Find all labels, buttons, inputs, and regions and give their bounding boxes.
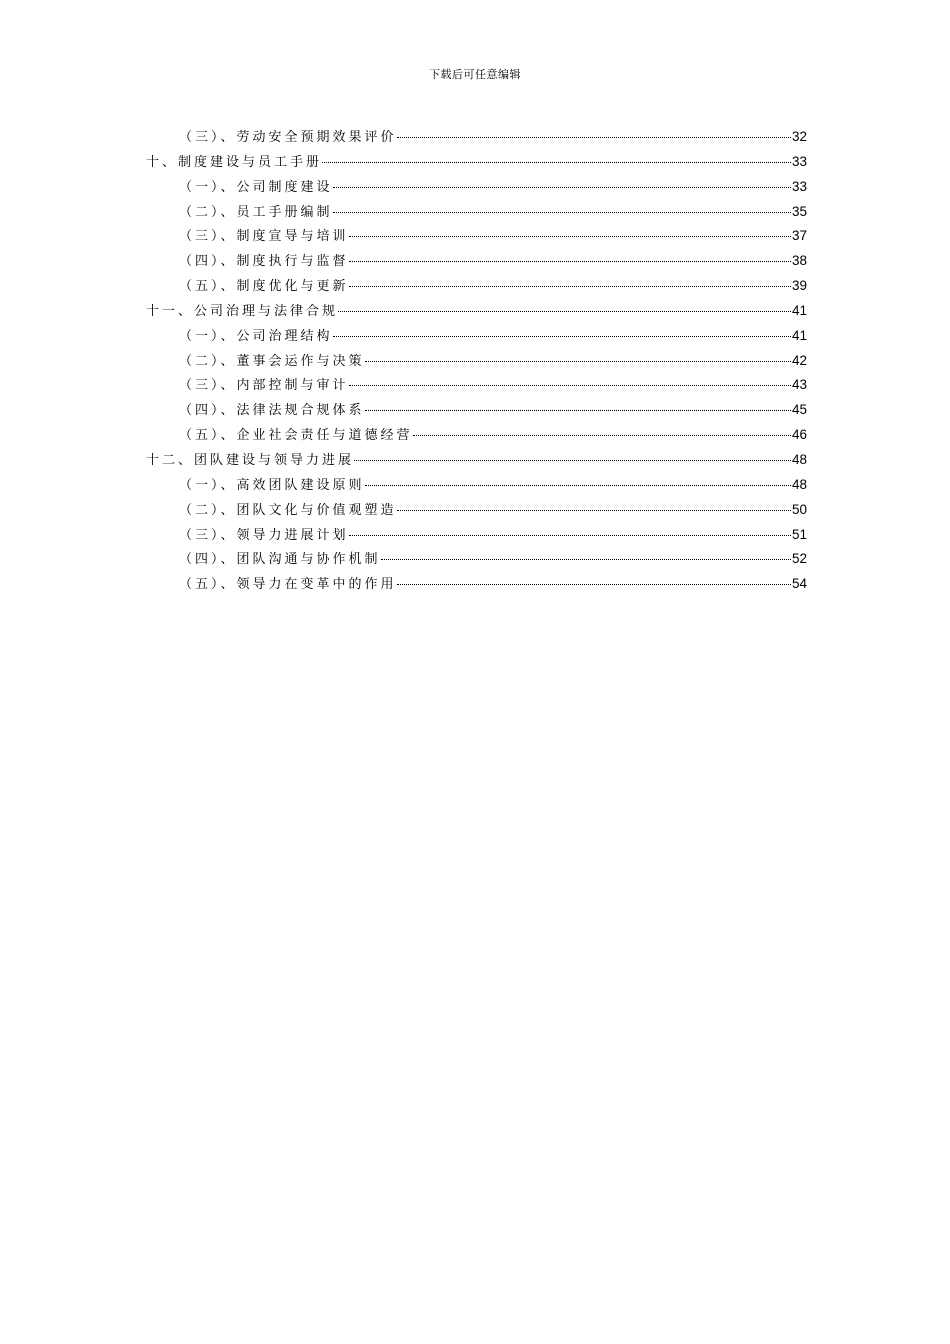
toc-entry-title: （四）、法律法规合规体系 <box>179 403 365 419</box>
toc-dot-leader <box>354 459 791 461</box>
toc-entry[interactable] <box>146 375 807 400</box>
toc-entry-title: 十二、团队建设与领导力进展 <box>146 452 355 468</box>
table-of-contents <box>146 127 807 599</box>
toc-entry[interactable] <box>146 152 807 177</box>
toc-dot-leader <box>349 260 791 262</box>
toc-entry[interactable] <box>146 177 807 202</box>
toc-dot-leader <box>397 583 791 585</box>
toc-entry[interactable] <box>146 202 807 227</box>
toc-page-number: 41 <box>791 302 807 318</box>
toc-entry[interactable] <box>146 127 807 152</box>
toc-page-number: 32 <box>791 129 807 144</box>
toc-entry[interactable] <box>146 326 807 351</box>
toc-entry-title: （二）、员工手册编制 <box>179 204 333 220</box>
toc-entry[interactable] <box>146 549 807 574</box>
toc-entry[interactable] <box>146 351 807 376</box>
toc-dot-leader <box>333 211 791 213</box>
toc-entry-title: （三）、内部控制与审计 <box>179 378 349 394</box>
toc-entry[interactable] <box>146 475 807 500</box>
toc-page-number: 42 <box>791 352 807 368</box>
toc-entry[interactable] <box>146 226 807 251</box>
toc-page-number: 54 <box>791 576 807 592</box>
toc-dot-leader <box>349 534 791 536</box>
toc-page-number: 38 <box>791 253 807 269</box>
toc-dot-leader <box>349 384 791 386</box>
toc-entry-title: （五）、领导力在变革中的作用 <box>179 577 397 593</box>
toc-dot-leader <box>381 558 791 560</box>
toc-entry[interactable] <box>146 301 807 326</box>
toc-page-number: 50 <box>791 501 807 517</box>
toc-entry[interactable] <box>146 574 807 599</box>
toc-entry-title: （一）、高效团队建设原则 <box>179 477 365 493</box>
toc-dot-leader <box>365 409 791 411</box>
toc-dot-leader <box>397 509 791 511</box>
toc-page-number: 52 <box>791 551 807 567</box>
toc-page-number: 46 <box>791 427 807 443</box>
toc-page-number: 39 <box>791 278 807 294</box>
toc-entry-title: 十、制度建设与员工手册 <box>146 154 323 170</box>
toc-entry[interactable] <box>146 525 807 550</box>
toc-entry-title: （四）、制度执行与监督 <box>179 254 349 270</box>
toc-dot-leader <box>365 484 791 486</box>
toc-entry[interactable] <box>146 500 807 525</box>
toc-page-number: 45 <box>791 402 807 418</box>
toc-page-number: 37 <box>791 228 807 244</box>
toc-entry-title: （二）、团队文化与价值观塑造 <box>179 502 397 518</box>
toc-dot-leader <box>338 310 791 312</box>
toc-page-number: 48 <box>791 451 807 467</box>
toc-entry-title: （一）、公司治理结构 <box>179 328 333 344</box>
toc-dot-leader <box>322 161 791 163</box>
toc-entry-title: （三）、制度宣导与培训 <box>179 229 349 245</box>
toc-entry[interactable] <box>146 450 807 475</box>
toc-entry-title: （五）、制度优化与更新 <box>179 279 349 295</box>
toc-entry[interactable] <box>146 276 807 301</box>
toc-dot-leader <box>349 285 791 287</box>
toc-dot-leader <box>365 360 791 362</box>
toc-entry-title: 十一、公司治理与法律合规 <box>146 303 339 319</box>
toc-entry-title: （三）、劳动安全预期效果评价 <box>179 130 397 145</box>
toc-entry[interactable] <box>146 425 807 450</box>
toc-page-number: 33 <box>791 153 807 169</box>
toc-entry-title: （二）、董事会运作与决策 <box>179 353 365 369</box>
toc-entry[interactable] <box>146 400 807 425</box>
toc-entry-title: （一）、公司制度建设 <box>179 179 333 195</box>
toc-entry[interactable] <box>146 251 807 276</box>
toc-page-number: 35 <box>791 203 807 219</box>
toc-entry-title: （四）、团队沟通与协作机制 <box>179 552 381 568</box>
toc-page-number: 33 <box>791 178 807 194</box>
toc-page-number: 43 <box>791 377 807 393</box>
toc-dot-leader <box>333 186 791 188</box>
toc-page-number: 51 <box>791 526 807 542</box>
toc-dot-leader <box>333 335 791 337</box>
page-header: 下载后可任意编辑 <box>429 68 521 81</box>
toc-page-number: 41 <box>791 327 807 343</box>
toc-dot-leader <box>397 136 791 138</box>
toc-entry-title: （三）、领导力进展计划 <box>179 527 349 543</box>
toc-entry-title: （五）、企业社会责任与道德经营 <box>179 428 413 444</box>
toc-page-number: 48 <box>791 476 807 492</box>
toc-dot-leader <box>349 235 791 237</box>
toc-dot-leader <box>413 434 791 436</box>
